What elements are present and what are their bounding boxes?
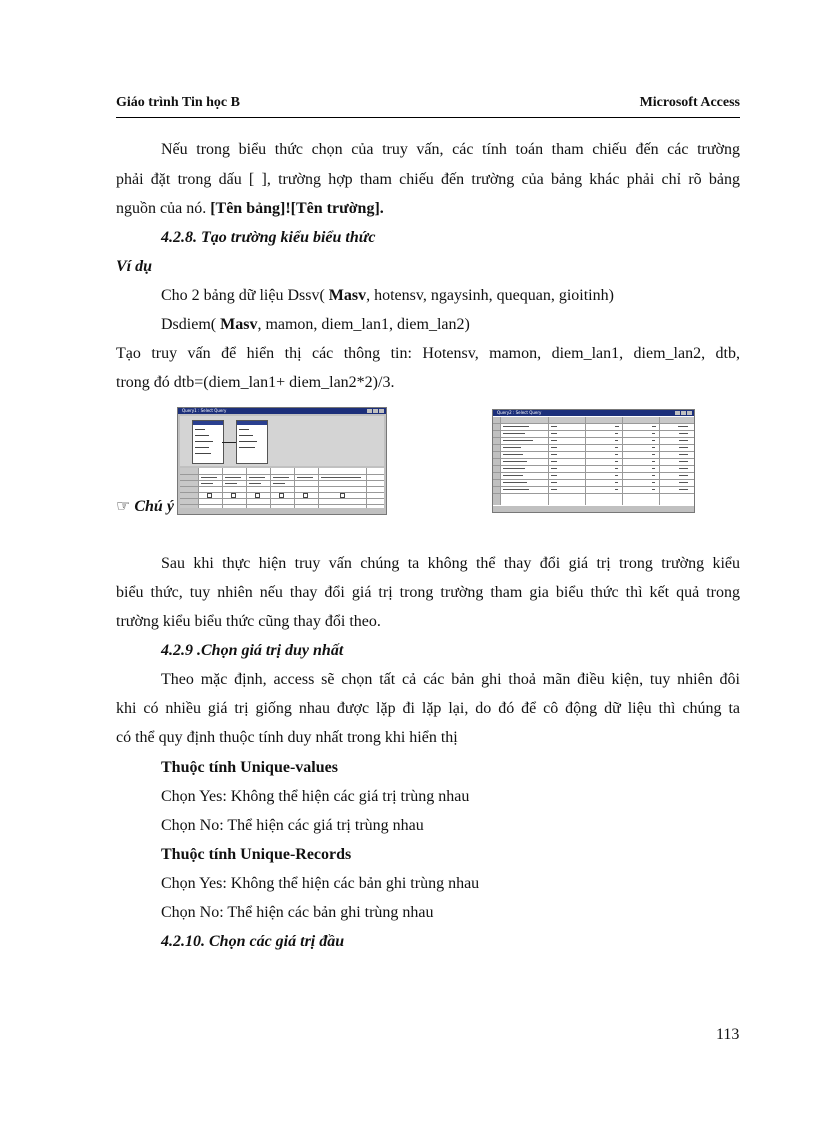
intro-line-3-text: nguồn của nó. [116,200,211,217]
dsdiem-field-list [236,420,268,464]
unique-para-line-2: khi có nhiều giá trị giống nhau được lặp đi lặp lại, do đó để cô động dữ liệu thì chúng ta [116,700,740,717]
unique-para-line-1: Theo mặc định, access sẽ chọn tất cả các bản ghi thoả mãn điều kiện, tuy nhiên đôi [161,671,740,688]
dssv-key: Masv [328,287,367,304]
unique-values-yes: Chọn Yes: Không thể hiện các giá trị trùng nhau [161,788,470,805]
dssv-field-list [192,420,224,464]
header-title: Giáo trình Tin học B [116,95,240,110]
section-heading-4210: 4.2.10. Chọn các giá trị đầu [161,933,345,950]
unique-records-title: Thuộc tính Unique-Records [161,846,352,863]
unique-records-no: Chọn No: Thể hiện các bản ghi trùng nhau [161,904,434,921]
relationship-line [222,442,236,443]
unique-values-no: Chọn No: Thể hiện các giá trị trùng nhau [161,817,424,834]
unique-values-title: Thuộc tính Unique-values [161,759,338,776]
query-datasheet-screenshot [492,409,695,513]
dsdiem-definition [161,315,470,335]
section-heading-429: 4.2.9 .Chọn giá trị duy nhất [161,642,344,659]
unique-records-yes: Chọn Yes: Không thể hiện các bản ghi trùng nhau [161,875,480,892]
minimize-icon [675,411,680,415]
query-line-1: Tạo truy vấn để hiển thị các thông tin: Hotensv, mamon, diem_lan1, diem_lan2, dtb, [116,345,740,362]
dssv-definition [161,286,614,306]
dsdiem-text-b: , mamon, diem_lan1, diem_lan2) [257,316,470,333]
note-line-2: biểu thức, tuy nhiên nếu thay đổi giá trị trong trường tham gia biểu thức thì kết quả trong [116,584,740,601]
table-pane [180,416,384,466]
design-title-bar [178,408,386,414]
close-icon [379,409,384,413]
datasheet-title-bar [493,410,694,416]
section-heading-428: 4.2.8. Tạo trường kiểu biểu thức [161,229,376,246]
datasheet-title: Query2 : Select Query [497,410,542,415]
design-title: Query1 : Select Query [182,408,227,413]
header-rule [116,117,740,118]
note-line-3: trường kiểu biểu thức cũng thay đổi theo. [116,613,381,630]
note-label: Chú ý [134,498,174,515]
dssv-text-a: Cho 2 bảng dữ liệu Dssv( [161,287,329,304]
unique-para-line-3: có thể quy định thuộc tính duy nhất trong khi hiển thị [116,729,458,746]
note-heading [116,496,174,517]
dsdiem-text-a: Dsdiem( [161,316,221,333]
pointing-hand-icon: ☞ [116,496,131,515]
header-subject: Microsoft Access [639,95,740,110]
intro-line-1: Nếu trong biểu thức chọn của truy vấn, các tính toán tham chiếu đến các trường [161,141,740,158]
query-design-screenshot [177,407,387,515]
page-header [116,95,740,115]
minimize-icon [367,409,372,413]
record-navigation-bar [493,506,694,512]
intro-syntax: [Tên bảng]![Tên trường]. [210,200,384,217]
page-number: 113 [716,1026,740,1043]
maximize-icon [373,409,378,413]
query-design-grid [180,468,384,512]
dsdiem-key: Masv [220,316,258,333]
note-line-1: Sau khi thực hiện truy vấn chúng ta không thể thay đổi giá trị trong trường kiểu [161,555,740,572]
query-line-2: trong đó dtb=(diem_lan1+ diem_lan2*2)/3. [116,374,395,391]
close-icon [687,411,692,415]
intro-line-2: phải đặt trong dấu [ ], trường hợp tham chiếu đến trường của bảng khác phải chỉ rõ bảng [116,171,740,188]
dssv-text-b: , hotensv, ngaysinh, quequan, gioitinh) [366,287,614,304]
horizontal-scrollbar [180,508,384,512]
intro-line-3 [116,199,384,219]
example-label: Ví dụ [116,258,153,275]
maximize-icon [681,411,686,415]
